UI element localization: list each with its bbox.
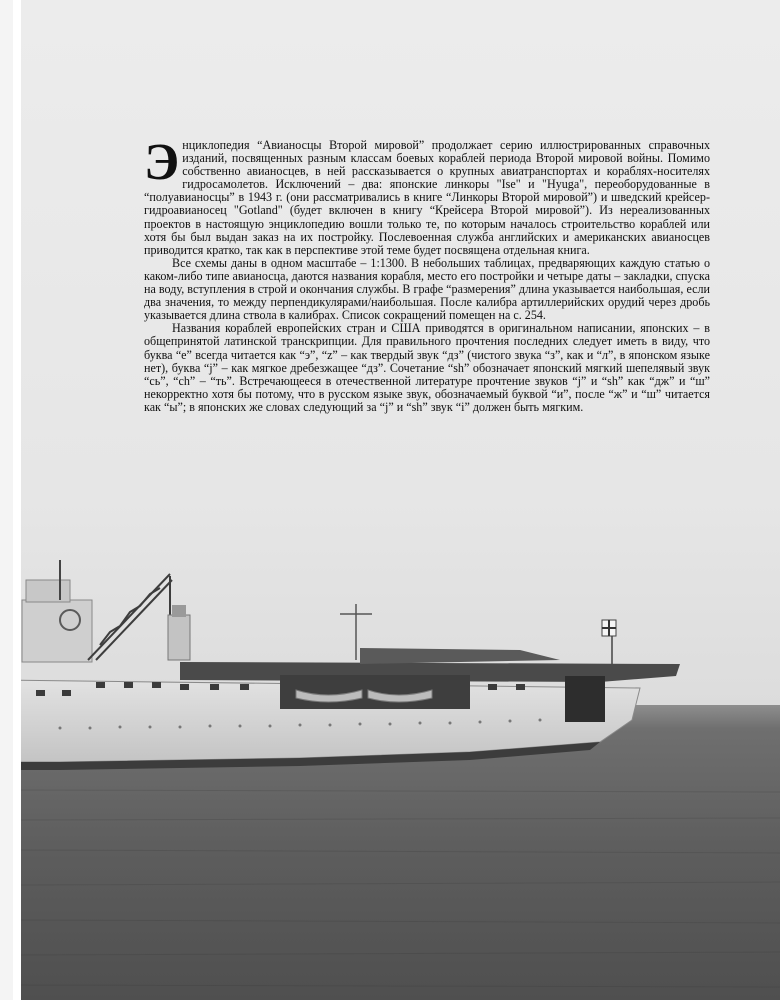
intro-paragraph-3: Названия кораблей европейских стран и США приводятся в оригинальном написании, японских – в общепринятой латинской транскрипции. Для правильного прочтения последних следует иметь в виду, что буква “e” всегда читается как “э”, “z” – как твердый звук “дз” (чистого звука “з”, как и “л”, в японском языке нет), буква “j” – как мягкое дребезжащее “дз”. Сочетание “sh” обозначает японский мягкий шепелявый звук “сь”, “ch” – “ть”. Встречающееся в отечественной литературе прочтение звуков “j” и “sh” как “дж” и “ш” некорректно хотя бы потому, что в русском языке звук, обозначаемый буквой “и”, после “ж” и “ш” читается как “ы”; в японских же словах следующий за “j” и “sh” звук “i” должен быть мягким. [144, 321, 710, 414]
intro-paragraph-1-text: нциклопедия “Авианосцы Второй мировой” продолжает серию иллюстрированных справочных изданий, посвященных разным классам боевых кораблей периода Второй мировой войны. Помимо собственно авианосцев, в ней рассказывается о крупных авиатранспортах и кораблях-носителях гидросамолетов. Исключений – два: японские линкоры "Ise" и "Hyuga", переоборудованные в “полуавианосцы” в 1943 г. (они рассматривались в книге “Линкоры Второй мировой”) и шведский крейсер-гидроавианосец "Gotland" (будет включен в книгу “Крейсера Второй мировой”). Из нереализованных проектов в настоящую энциклопедию вошли только те, по которым началось строительство кораблей или хотя бы был выдан заказ на их постройку. Послевоенная служба английских и американских авианосцев приводится кратко, так как в перспективе этой теме будет посвящена отдельная книга. [144, 138, 710, 257]
intro-paragraph-1 [144, 134, 710, 257]
left-margin-rule [13, 0, 21, 1000]
bridge [26, 580, 70, 602]
left-margin-band [0, 0, 13, 1000]
aft-tower [168, 615, 190, 660]
drop-cap: Э [144, 134, 180, 191]
intro-text [144, 134, 710, 414]
intro-paragraph-2: Все схемы даны в одном масштабе – 1:1300. В небольших таблицах, предваряющих каждую статью о каком-либо типе авианосца, даются названия корабля, место его постройки и четыре даты – закладки, спуска на воду, вступления в строй и окончания службы. В графе “размерения” длина указывается наибольшая, если два значения, то между перпендикулярами/наибольшая. После калибра артиллерийских орудий через дробь указывается длина ствола в калибрах. Список сокращений помещен на с. 254. [144, 255, 710, 323]
bow-opening [565, 676, 605, 722]
superstructure [22, 600, 92, 662]
tower-top [172, 605, 186, 617]
